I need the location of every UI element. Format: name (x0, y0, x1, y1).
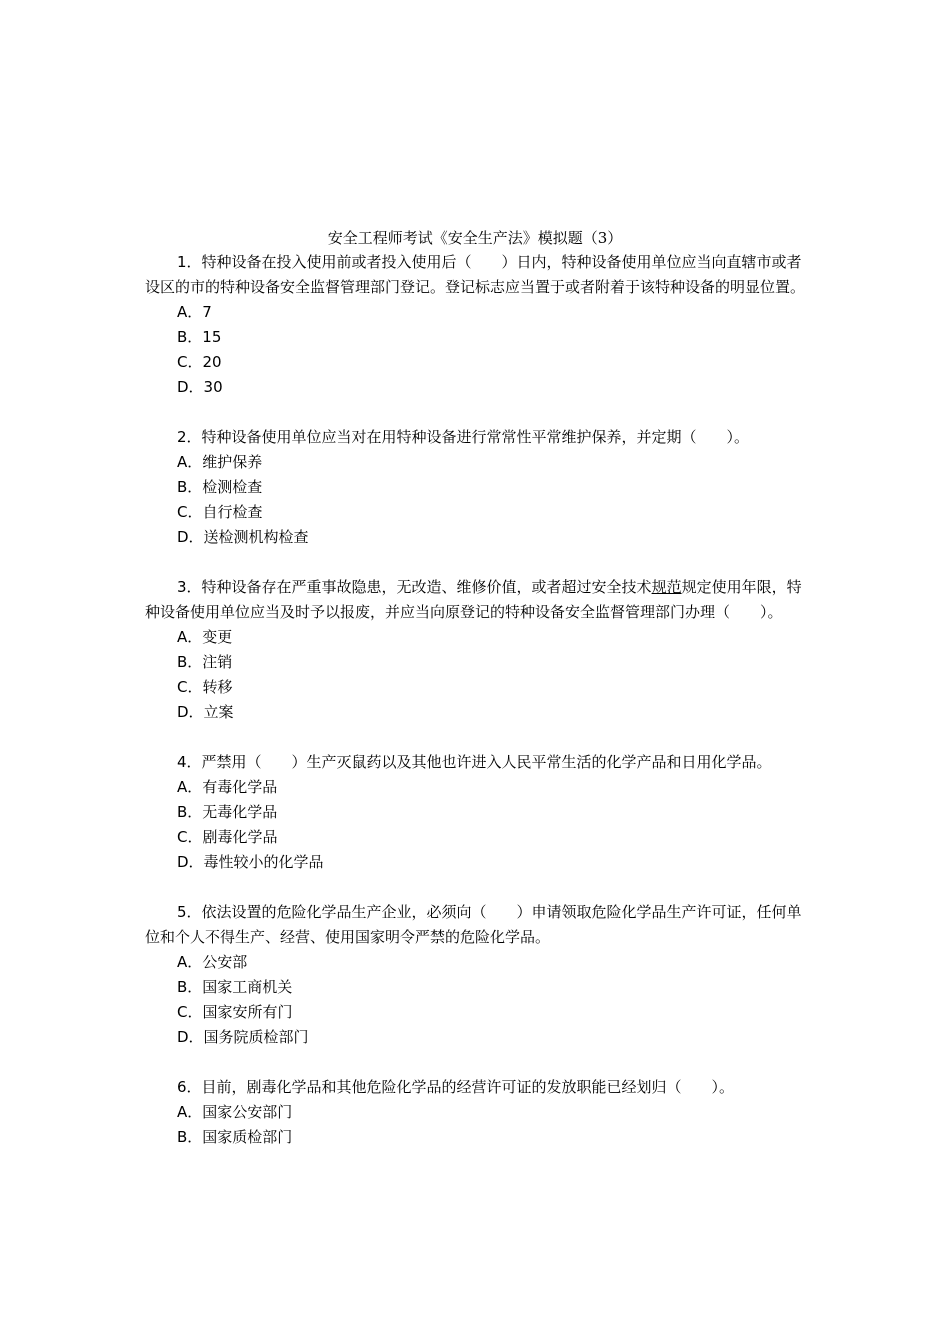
option-c: C．剧毒化学品 (177, 828, 278, 846)
question-stem: 严禁用（ ）生产灭鼠药以及其他也许进入人民平常生活的化学产品和日用化学品。 (201, 753, 772, 771)
question-text (145, 750, 805, 775)
question-number: 3． (177, 578, 202, 596)
question-text (145, 900, 805, 950)
option-c: C．20 (177, 353, 222, 371)
option-d: D．国务院质检部门 (177, 1028, 309, 1046)
question-stem: 目前，剧毒化学品和其他危险化学品的经营许可证的发放职能已经划归（ ）。 (201, 1078, 735, 1096)
option-a: A．有毒化学品 (177, 778, 278, 796)
question-text (145, 575, 805, 625)
option-d: D．毒性较小的化学品 (177, 853, 324, 871)
question-number: 4． (177, 753, 202, 771)
option-a: A．维护保养 (177, 453, 263, 471)
question-3 (145, 575, 805, 725)
question-list (145, 250, 805, 1175)
question-5 (145, 900, 805, 1050)
option-b: B．国家质检部门 (177, 1128, 293, 1146)
question-text (145, 1075, 805, 1100)
option-b: B．国家工商机关 (177, 978, 293, 996)
question-2 (145, 425, 805, 550)
question-1 (145, 250, 805, 400)
question-stem-before: 特种设备存在严重事故隐患，无改造、维修价值，或者超过安全技术 (201, 578, 652, 596)
option-a: A．公安部 (177, 953, 248, 971)
question-number: 5． (177, 903, 202, 921)
option-d: D．送检测机构检查 (177, 528, 309, 546)
question-text (145, 425, 805, 450)
question-text (145, 250, 805, 300)
option-b: B．注销 (177, 653, 233, 671)
question-stem-after: 规定使用年限，特种设备使用单位应当及时予以报废，并应当向原登记的特种设备安全监督管理部门办理（ ）。 (145, 578, 802, 621)
option-a: A．国家公安部门 (177, 1103, 293, 1121)
option-d: D．30 (177, 378, 223, 396)
option-b: B．检测检查 (177, 478, 263, 496)
question-stem: 特种设备使用单位应当对在用特种设备进行常常性平常维护保养，并定期（ ）。 (201, 428, 750, 446)
question-number: 2． (177, 428, 202, 446)
question-stem: 依法设置的危险化学品生产企业，必须向（ ）申请领取危险化学品生产许可证，任何单位和个人不得生产、经营、使用国家明令严禁的危险化学品。 (145, 903, 802, 946)
option-c: C．国家安所有门 (177, 1003, 293, 1021)
underlined-term: 规范 (651, 578, 682, 596)
question-4 (145, 750, 805, 875)
option-c: C．转移 (177, 678, 233, 696)
option-a: A．7 (177, 303, 212, 321)
question-6 (145, 1075, 805, 1150)
option-b: B．无毒化学品 (177, 803, 278, 821)
option-b: B．15 (177, 328, 222, 346)
option-c: C．自行检查 (177, 503, 263, 521)
option-d: D．立案 (177, 703, 234, 721)
question-number: 6． (177, 1078, 202, 1096)
question-number: 1． (177, 253, 202, 271)
question-stem: 特种设备在投入使用前或者投入使用后（ ）日内，特种设备使用单位应当向直辖市或者设区的市的特种设备安全监督管理部门登记。登记标志应当置于或者附着于该特种设备的明显位置。 (145, 253, 806, 296)
option-a: A．变更 (177, 628, 233, 646)
document-title: 安全工程师考试《安全生产法》模拟题（3） (327, 229, 623, 247)
